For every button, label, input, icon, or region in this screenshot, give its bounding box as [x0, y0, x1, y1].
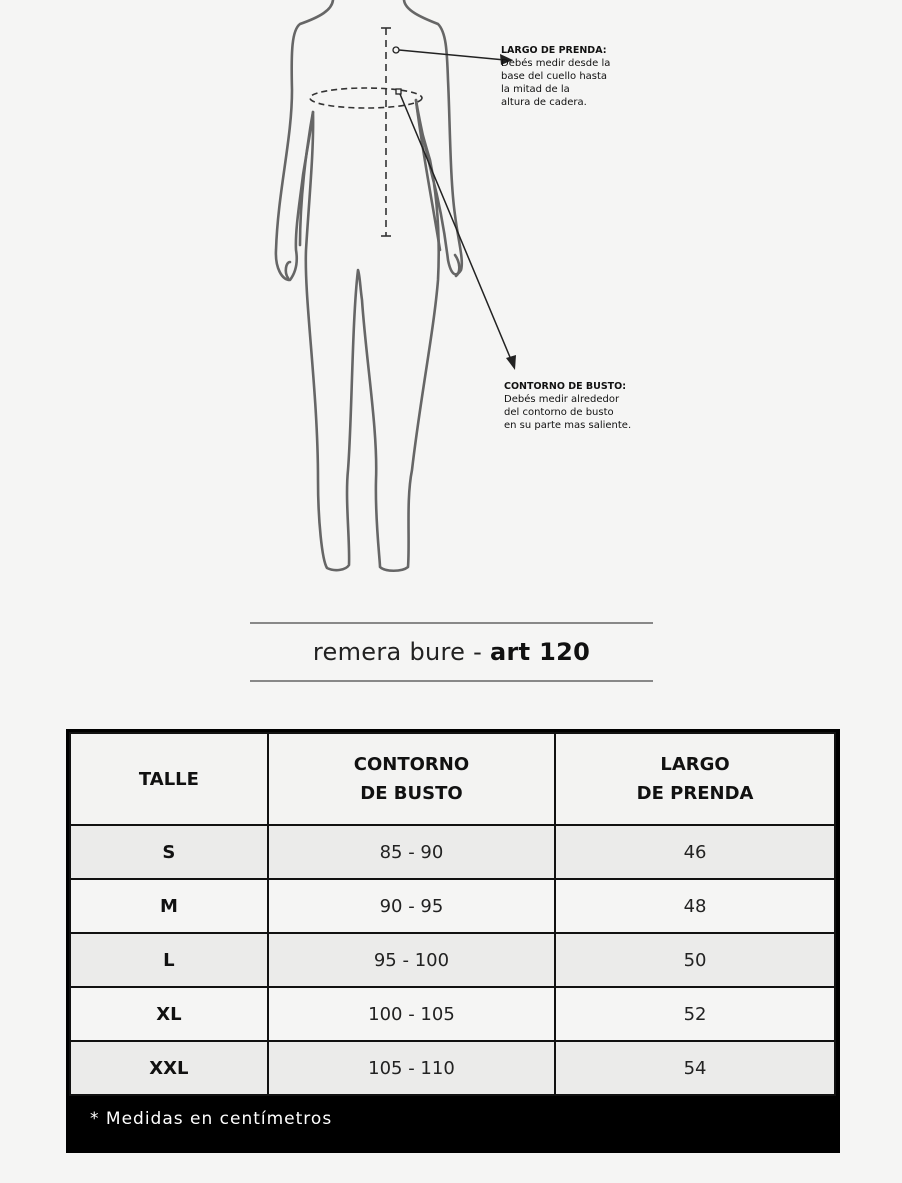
- header-largo-line1: LARGO: [660, 754, 730, 775]
- cell-talle: M: [70, 879, 268, 933]
- largo-note-heading: LARGO DE PRENDA:: [501, 45, 607, 56]
- header-largo: [555, 733, 835, 825]
- product-title: [313, 638, 590, 666]
- cell-talle: XXL: [70, 1041, 268, 1095]
- table-row: [70, 933, 835, 987]
- size-table-container: [66, 729, 840, 1153]
- busto-note-heading: CONTORNO DE BUSTO:: [504, 381, 627, 392]
- table-row: [70, 987, 835, 1041]
- table-header-row: [70, 733, 835, 825]
- cell-largo: 54: [555, 1041, 835, 1095]
- busto-note-body: Debés medir alrededor del contorno de busto en su parte mas saliente.: [504, 394, 632, 431]
- cell-largo: 48: [555, 879, 835, 933]
- cell-talle: XL: [70, 987, 268, 1041]
- largo-note: [501, 44, 671, 109]
- busto-note: [504, 380, 694, 432]
- cell-contorno: 105 - 110: [268, 1041, 555, 1095]
- table-row: [70, 879, 835, 933]
- product-separator: -: [465, 638, 491, 666]
- header-contorno: [268, 733, 555, 825]
- cell-contorno: 85 - 90: [268, 825, 555, 879]
- size-table: [69, 732, 836, 1096]
- cell-largo: 46: [555, 825, 835, 879]
- header-largo-line2: DE PRENDA: [636, 783, 754, 804]
- product-name: remera bure: [312, 638, 466, 666]
- cell-contorno: 95 - 100: [268, 933, 555, 987]
- largo-note-body: Debés medir desde la base del cuello hasta la mitad de la altura de cadera.: [501, 58, 611, 108]
- cell-talle: L: [70, 933, 268, 987]
- cell-contorno: 90 - 95: [268, 879, 555, 933]
- header-contorno-line2: DE BUSTO: [360, 783, 463, 804]
- table-row: [70, 825, 835, 879]
- header-talle: TALLE: [70, 733, 268, 825]
- product-title-band: [250, 622, 653, 682]
- cell-contorno: 100 - 105: [268, 987, 555, 1041]
- product-article: art 120: [490, 638, 591, 666]
- cell-largo: 50: [555, 933, 835, 987]
- cell-talle: S: [70, 825, 268, 879]
- table-footnote: * Medidas en centímetros: [90, 1109, 333, 1129]
- header-contorno-line1: CONTORNO: [353, 754, 470, 775]
- table-row: [70, 1041, 835, 1095]
- cell-largo: 52: [555, 987, 835, 1041]
